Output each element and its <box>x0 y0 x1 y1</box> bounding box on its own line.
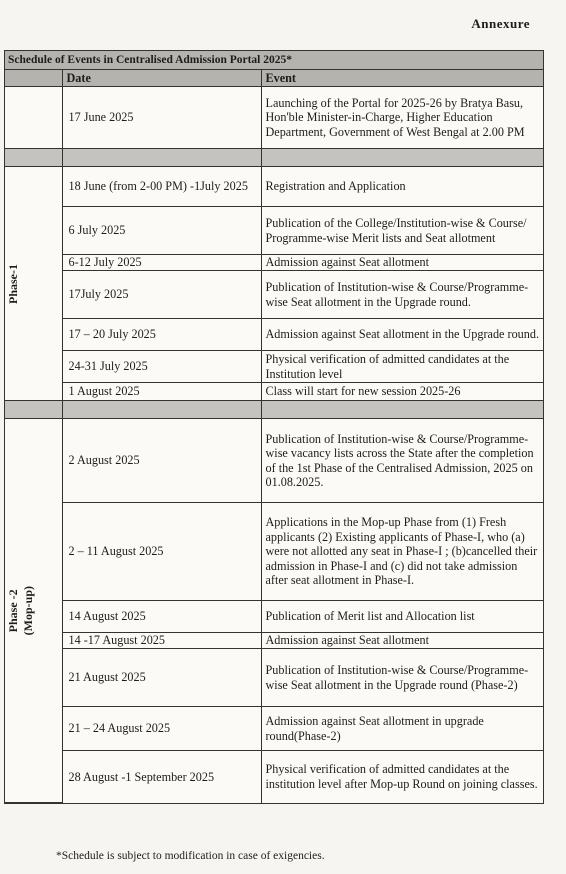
row-event: Publication of the College/Institution-wise & Course/ Programme-wise Merit lists and Seat allotment <box>261 207 543 255</box>
footnote: *Schedule is subject to modification in case of exigencies. <box>56 850 325 862</box>
row-date: 21 – 24 August 2025 <box>62 707 261 751</box>
annexure-label: Annexure <box>471 16 530 31</box>
phase2-label-cell <box>5 419 62 803</box>
row-date: 21 August 2025 <box>62 649 261 707</box>
header-row <box>5 70 543 87</box>
header-date: Date <box>62 70 261 87</box>
row-date: 24-31 July 2025 <box>62 351 261 383</box>
table-title: Schedule of Events in Centralised Admission Portal 2025* <box>5 51 543 70</box>
row-event: Class will start for new session 2025-26 <box>261 383 543 401</box>
row-event: Admission against Seat allotment <box>261 255 543 271</box>
table-row <box>5 383 543 401</box>
row-event: Admission against Seat allotment in the Upgrade round. <box>261 319 543 351</box>
row-date: 6-12 July 2025 <box>62 255 261 271</box>
phase1-label: Phase-1 <box>6 263 20 304</box>
table-row <box>5 601 543 633</box>
row-event: Registration and Application <box>261 167 543 207</box>
row-date: 28 August -1 September 2025 <box>62 751 261 803</box>
row-event: Publication of Institution-wise & Course/Programme- wise Seat allotment in the Upgrade round (Phase-2) <box>261 649 543 707</box>
row-event: Publication of Institution-wise & Course/Programme-wise Seat allotment in the Upgrade round. <box>261 271 543 319</box>
table-row <box>5 167 543 207</box>
phase2-label <box>6 586 36 635</box>
table-row <box>5 207 543 255</box>
separator-row <box>5 401 543 419</box>
schedule-table <box>5 70 543 803</box>
table-row <box>5 419 543 503</box>
intro-date: 17 June 2025 <box>62 87 261 149</box>
row-event: Physical verification of admitted candidates at the institution level after Mop-up Round on joining classes. <box>261 751 543 803</box>
row-date: 2 – 11 August 2025 <box>62 503 261 601</box>
intro-event: Launching of the Portal for 2025-26 by Bratya Basu, Hon'ble Minister-in-Charge, Higher Education Department, Government of West Bengal at 2.00 PM <box>261 87 543 149</box>
row-event: Applications in the Mop-up Phase from (1) Fresh applicants (2) Existing applicants of Phase-I, who (a) were not allotted any seat in Phase-I ; (b)cancelled their admission in Phase-I and (c) did not take admission after seat allotment in Phase-I. <box>261 503 543 601</box>
header-blank-cell <box>5 70 62 87</box>
intro-row <box>5 87 543 149</box>
table-row <box>5 351 543 383</box>
table-row <box>5 649 543 707</box>
row-event: Publication of Merit list and Allocation list <box>261 601 543 633</box>
row-date: 14 August 2025 <box>62 601 261 633</box>
row-date: 6 July 2025 <box>62 207 261 255</box>
row-event: Admission against Seat allotment in upgrade round(Phase-2) <box>261 707 543 751</box>
table-row <box>5 271 543 319</box>
table-row <box>5 633 543 649</box>
table-row <box>5 255 543 271</box>
row-date: 1 August 2025 <box>62 383 261 401</box>
table-row <box>5 751 543 803</box>
separator-row <box>5 149 543 167</box>
table-row <box>5 319 543 351</box>
row-date: 17July 2025 <box>62 271 261 319</box>
header-event: Event <box>261 70 543 87</box>
row-date: 17 – 20 July 2025 <box>62 319 261 351</box>
phase2-label-line1: Phase -2 <box>6 589 20 632</box>
table-row <box>5 707 543 751</box>
table-row <box>5 503 543 601</box>
row-date: 14 -17 August 2025 <box>62 633 261 649</box>
schedule-document <box>4 50 544 804</box>
row-date: 2 August 2025 <box>62 419 261 503</box>
phase1-label-cell <box>5 167 62 401</box>
intro-blank-cell <box>5 87 62 149</box>
row-event: Publication of Institution-wise & Course/Programme-wise vacancy lists across the State after the completion of the 1st Phase of the Centralised Admission, 2025 on 01.08.2025. <box>261 419 543 503</box>
phase2-label-line2: (Mop-up) <box>21 585 35 636</box>
row-event: Physical verification of admitted candidates at the Institution level <box>261 351 543 383</box>
row-event: Admission against Seat allotment <box>261 633 543 649</box>
row-date: 18 June (from 2-00 PM) -1July 2025 <box>62 167 261 207</box>
